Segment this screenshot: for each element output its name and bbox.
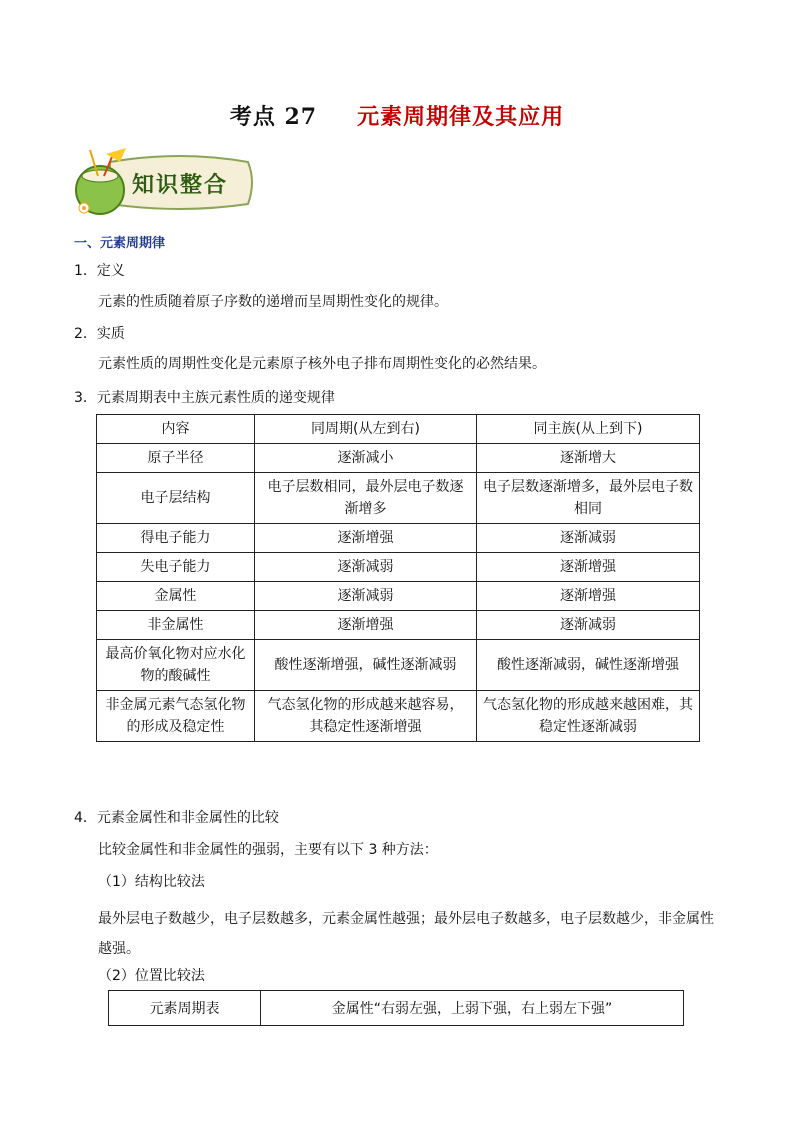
table-cell: 电子层数逐渐增多，最外层电子数相同 (477, 473, 700, 524)
table-cell: 逐渐减弱 (255, 582, 477, 611)
table-header-cell: 内容 (97, 415, 255, 444)
table-cell: 逐渐减弱 (477, 524, 700, 553)
method1-text: 最外层电子数越少，电子层数越多，元素金属性越强；最外层电子数越多，电子层数越少，非金属性越强。 (98, 911, 714, 957)
table-row (109, 991, 684, 1026)
page-title (0, 100, 794, 131)
trend-heading: 3．元素周期表中主族元素性质的递变规律 (74, 390, 335, 406)
table-header-cell: 同主族(从上到下) (477, 415, 700, 444)
table-row (97, 582, 700, 611)
table-cell: 逐渐增强 (477, 582, 700, 611)
table-header-cell: 同周期(从左到右) (255, 415, 477, 444)
table-cell: 逐渐减小 (255, 444, 477, 473)
section-title: 一、元素周期律 (74, 236, 166, 251)
table-row (97, 611, 700, 640)
table-header-row (97, 415, 700, 444)
table-cell: 逐渐增强 (477, 553, 700, 582)
table-cell: 元素周期表 (109, 991, 261, 1026)
table-cell: 原子半径 (97, 444, 255, 473)
table-row (97, 524, 700, 553)
definition-heading: 1．定义 (74, 263, 125, 279)
table-row (97, 444, 700, 473)
table-cell: 非金属元素气态氢化物的形成及稳定性 (97, 691, 255, 742)
definition-text: 元素的性质随着原子序数的递增而呈周期性变化的规律。 (98, 294, 448, 310)
table-cell: 逐渐减弱 (255, 553, 477, 582)
comparison-heading: 4．元素金属性和非金属性的比较 (74, 810, 279, 826)
title-main: 元素周期律及其应用 (357, 104, 565, 130)
table-cell: 酸性逐渐增强，碱性逐渐减弱 (255, 640, 477, 691)
table-cell: 电子层数相同，最外层电子数逐渐增多 (255, 473, 477, 524)
comparison-intro: 比较金属性和非金属性的强弱，主要有以下 3 种方法： (98, 842, 438, 858)
table-cell: 逐渐减弱 (477, 611, 700, 640)
table-cell: 得电子能力 (97, 524, 255, 553)
table-cell: 金属性 (97, 582, 255, 611)
table-row (97, 640, 700, 691)
title-number: 考点 27 (229, 104, 318, 130)
table-cell: 气态氢化物的形成越来越容易，其稳定性逐渐增强 (255, 691, 477, 742)
trend-table (96, 414, 700, 742)
table-row (97, 553, 700, 582)
table-cell: 逐渐增强 (255, 524, 477, 553)
method1-heading: （1）结构比较法 (98, 874, 205, 890)
table-cell: 非金属性 (97, 611, 255, 640)
method2-heading: （2）位置比较法 (98, 968, 205, 984)
essence-heading: 2．实质 (74, 326, 125, 342)
table-cell: 失电子能力 (97, 553, 255, 582)
table-cell: 逐渐增强 (255, 611, 477, 640)
table-cell: 电子层结构 (97, 473, 255, 524)
table-cell: 气态氢化物的形成越来越困难，其稳定性逐渐减弱 (477, 691, 700, 742)
table-cell: 逐渐增大 (477, 444, 700, 473)
badge-label: 知识整合 (131, 172, 228, 198)
table-cell: 金属性“右弱左强，上弱下强，右上弱左下强” (261, 991, 684, 1026)
table-row (97, 473, 700, 524)
table-cell: 最高价氧化物对应水化物的酸碱性 (97, 640, 255, 691)
essence-text: 元素性质的周期性变化是元素原子核外电子排布周期性变化的必然结果。 (98, 356, 546, 372)
position-table (108, 990, 684, 1026)
table-cell: 酸性逐渐减弱，碱性逐渐增强 (477, 640, 700, 691)
table-row (97, 691, 700, 742)
